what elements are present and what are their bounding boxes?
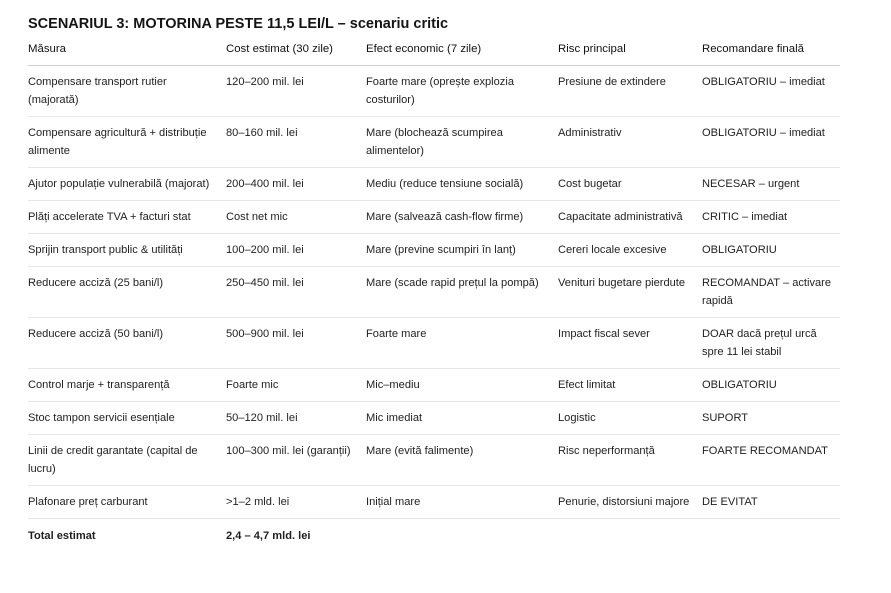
cell-cost: 250–450 mil. lei <box>226 267 366 318</box>
cell-cost: Foarte mic <box>226 369 366 402</box>
total-row <box>28 519 840 553</box>
cell-recommendation: DOAR dacă prețul urcă spre 11 lei stabil <box>702 318 840 369</box>
cell-recommendation: OBLIGATORIU <box>702 234 840 267</box>
cell-measure: Reducere acciză (50 bani/l) <box>28 318 226 369</box>
cell-risk: Administrativ <box>558 117 702 168</box>
cell-measure: Ajutor populație vulnerabilă (majorat) <box>28 168 226 201</box>
column-header-effect: Efect economic (7 zile) <box>366 34 558 66</box>
cell-cost: >1–2 mld. lei <box>226 486 366 519</box>
total-empty-cell <box>702 519 840 553</box>
table-row <box>28 435 840 486</box>
column-header-cost: Cost estimat (30 zile) <box>226 34 366 66</box>
cell-measure: Stoc tampon servicii esențiale <box>28 402 226 435</box>
table-row <box>28 267 840 318</box>
table-body <box>28 66 840 553</box>
cell-effect: Mare (salvează cash-flow firme) <box>366 201 558 234</box>
table-row <box>28 201 840 234</box>
table-row <box>28 234 840 267</box>
cell-risk: Presiune de extindere <box>558 66 702 117</box>
cell-recommendation: NECESAR – urgent <box>702 168 840 201</box>
cell-effect: Mic imediat <box>366 402 558 435</box>
total-value: 2,4 – 4,7 mld. lei <box>226 530 311 542</box>
cell-risk: Venituri bugetare pierdute <box>558 267 702 318</box>
document-content <box>28 0 840 552</box>
cell-measure: Sprijin transport public & utilități <box>28 234 226 267</box>
cell-measure: Compensare agricultură + distribuție alimente <box>28 117 226 168</box>
cell-effect: Foarte mare (oprește explozia costurilor) <box>366 66 558 117</box>
cell-cost: 50–120 mil. lei <box>226 402 366 435</box>
cell-measure: Linii de credit garantate (capital de lucru) <box>28 435 226 486</box>
cell-risk: Logistic <box>558 402 702 435</box>
cell-cost: 120–200 mil. lei <box>226 66 366 117</box>
cell-recommendation: OBLIGATORIU – imediat <box>702 66 840 117</box>
table-row <box>28 66 840 117</box>
table-row <box>28 318 840 369</box>
table-row <box>28 117 840 168</box>
cell-measure: Compensare transport rutier (majorată) <box>28 66 226 117</box>
cell-effect: Mare (evită falimente) <box>366 435 558 486</box>
table-row <box>28 402 840 435</box>
cell-effect: Mediu (reduce tensiune socială) <box>366 168 558 201</box>
cell-effect: Mare (scade rapid prețul la pompă) <box>366 267 558 318</box>
cell-risk: Cereri locale excesive <box>558 234 702 267</box>
column-header-measure: Măsura <box>28 34 226 66</box>
cell-cost: 100–300 mil. lei (garanții) <box>226 435 366 486</box>
page-title: SCENARIUL 3: MOTORINA PESTE 11,5 LEI/L – scenariu critic <box>28 16 449 32</box>
cell-recommendation: CRITIC – imediat <box>702 201 840 234</box>
header-row <box>28 34 840 66</box>
cell-measure: Plafonare preț carburant <box>28 486 226 519</box>
cell-risk: Efect limitat <box>558 369 702 402</box>
cell-cost: 100–200 mil. lei <box>226 234 366 267</box>
cell-measure: Reducere acciză (25 bani/l) <box>28 267 226 318</box>
cell-recommendation: DE EVITAT <box>702 486 840 519</box>
cell-effect: Mare (blochează scumpirea alimentelor) <box>366 117 558 168</box>
cell-recommendation: OBLIGATORIU <box>702 369 840 402</box>
cell-risk: Impact fiscal sever <box>558 318 702 369</box>
cell-recommendation: FOARTE RECOMANDAT <box>702 435 840 486</box>
cell-cost: 500–900 mil. lei <box>226 318 366 369</box>
cell-cost: Cost net mic <box>226 201 366 234</box>
cell-recommendation: OBLIGATORIU – imediat <box>702 117 840 168</box>
table-row <box>28 369 840 402</box>
column-header-recommendation: Recomandare finală <box>702 34 840 66</box>
cell-measure: Control marje + transparență <box>28 369 226 402</box>
cell-cost: 200–400 mil. lei <box>226 168 366 201</box>
total-label: Total estimat <box>28 530 96 542</box>
column-header-risk: Risc principal <box>558 34 702 66</box>
cell-effect: Foarte mare <box>366 318 558 369</box>
cell-effect: Mic–mediu <box>366 369 558 402</box>
cell-risk: Capacitate administrativă <box>558 201 702 234</box>
table-row <box>28 486 840 519</box>
total-empty-cell <box>558 519 702 553</box>
cell-recommendation: SUPORT <box>702 402 840 435</box>
cell-cost: 80–160 mil. lei <box>226 117 366 168</box>
cell-risk: Penurie, distorsiuni majore <box>558 486 702 519</box>
cell-recommendation: RECOMANDAT – activare rapidă <box>702 267 840 318</box>
cell-risk: Risc neperformanță <box>558 435 702 486</box>
total-empty-cell <box>366 519 558 553</box>
cell-effect: Inițial mare <box>366 486 558 519</box>
cell-risk: Cost bugetar <box>558 168 702 201</box>
table-row <box>28 168 840 201</box>
measures-table <box>28 34 840 552</box>
cell-effect: Mare (previne scumpiri în lanț) <box>366 234 558 267</box>
cell-measure: Plăți accelerate TVA + facturi stat <box>28 201 226 234</box>
table-header <box>28 34 840 66</box>
